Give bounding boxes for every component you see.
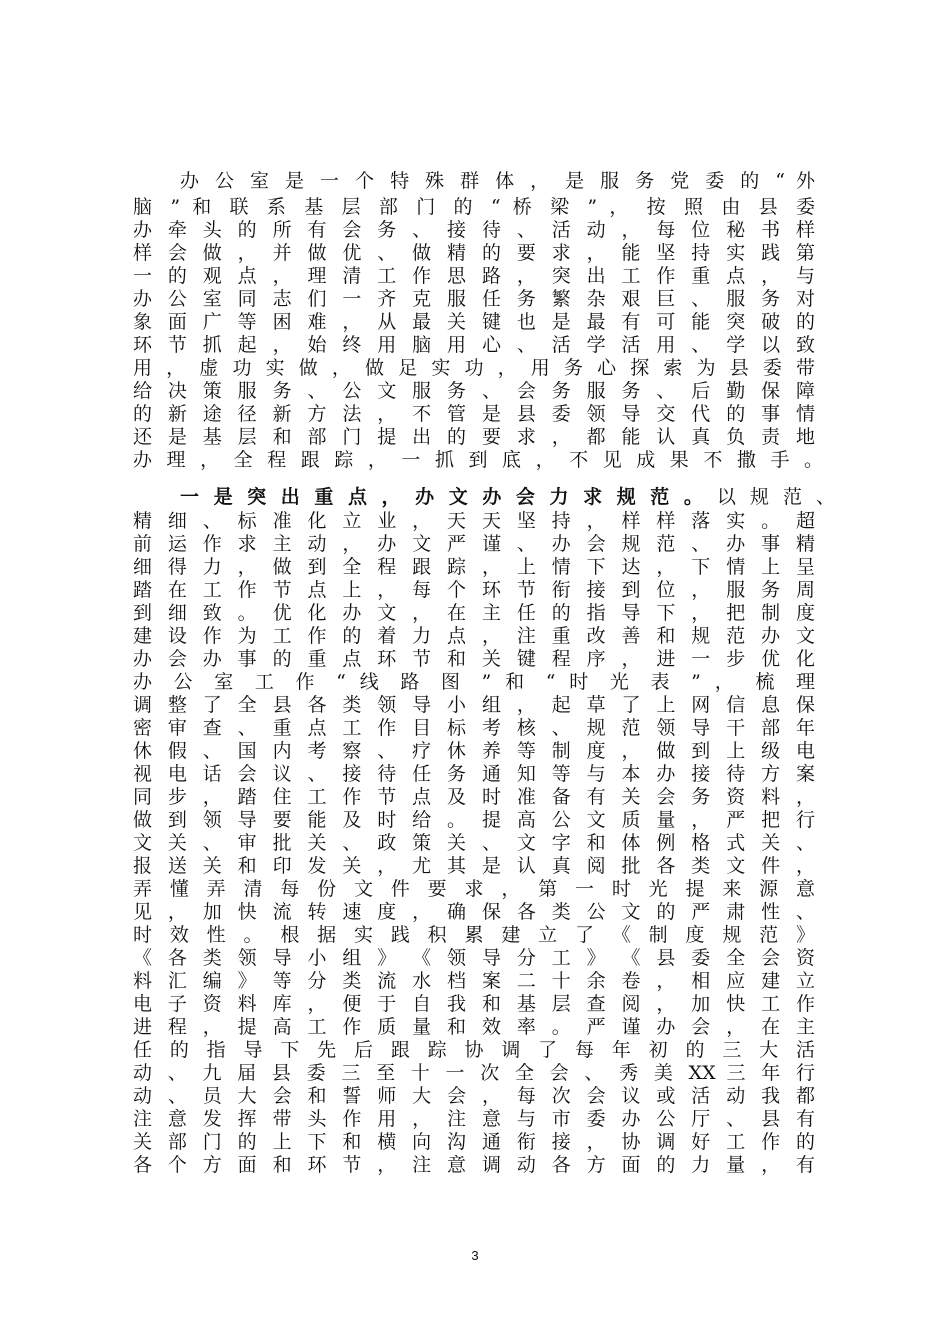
- paragraph-line: 各 个 方 面 和 环 节 ， 注 意 调 动 各 方 面 的 力 量 ， 有: [133, 1154, 815, 1176]
- lead-text: 以 规 范 、: [706, 486, 835, 508]
- paragraph-line: 文 关 、 审 批 关 、 政 策 关 、 文 字 和 体 例 格 式 关 、: [133, 832, 815, 854]
- paragraph-line: 动 、 九 届 县 委 三 至 十 一 次 全 会 、 秀 美 XX 三 年 行: [133, 1062, 815, 1084]
- paragraph-line: 细 得 力 ， 做 到 全 程 跟 踪 ， 上 情 下 达 ， 下 情 上 呈: [133, 556, 815, 578]
- paragraph-line: 到 细 致 。 优 化 办 文 ， 在 主 任 的 指 导 下 ， 把 制 度: [133, 602, 815, 624]
- paragraph-line: 报 送 关 和 印 发 关 ， 尤 其 是 认 真 阅 批 各 类 文 件 ，: [133, 855, 815, 877]
- paragraph-line: 一 的 观 点 ， 理 清 工 作 思 路 ， 突 出 工 作 重 点 ， 与: [133, 265, 815, 287]
- paragraph-line: 象 面 广 等 困 难 ， 从 最 关 键 也 是 最 有 可 能 突 破 的: [133, 311, 815, 333]
- paragraph-line: 密 审 查 、 重 点 工 作 目 标 考 核 、 规 范 领 导 干 部 年: [133, 717, 815, 739]
- paragraph-line: 给 决 策 服 务 、 公 文 服 务 、 会 务 服 务 、 后 勤 保 障: [133, 380, 815, 402]
- paragraph-line: 还 是 基 层 和 部 门 提 出 的 要 求 ， 都 能 认 真 负 责 地: [133, 426, 815, 448]
- paragraph-line: 关 部 门 的 上 下 和 横 向 沟 通 衔 接 ， 协 调 好 工 作 的: [133, 1131, 815, 1153]
- paragraph-line: 见 ， 加 快 流 转 速 度 ， 确 保 各 类 公 文 的 严 肃 性 、: [133, 901, 815, 923]
- paragraph-lead-line: [180, 484, 835, 510]
- paragraph-line: 踏 在 工 作 节 点 上 ， 每 个 环 节 衔 接 到 位 ， 服 务 周: [133, 579, 815, 601]
- paragraph-line: 办 公 室 工 作 “ 线 路 图 ” 和 “ 时 光 表 ” ， 梳 理: [133, 671, 815, 693]
- paragraph-line: 休 假 、 国 内 考 察 、 疗 休 养 等 制 度 ， 做 到 上 级 电: [133, 740, 815, 762]
- page-number: 3: [471, 1248, 479, 1263]
- paragraph-line: 时 效 性 。 根 据 实 践 积 累 建 立 了 《 制 度 规 范 》: [133, 924, 815, 946]
- section-heading: 一 是 突 出 重 点 ， 办 文 办 会 力 求 规 范 。: [180, 486, 707, 508]
- paragraph-line: 电 子 资 料 库 ， 便 于 自 我 和 基 层 查 阅 ， 加 快 工 作: [133, 993, 815, 1015]
- paragraph-line: 做 到 领 导 要 能 及 时 给 。 提 高 公 文 质 量 ， 严 把 行: [133, 809, 815, 831]
- paragraph-line: 的 新 途 径 新 方 法 ， 不 管 是 县 委 领 导 交 代 的 事 情: [133, 403, 815, 425]
- paragraph-line: 动 、 员 大 会 和 誓 师 大 会 ， 每 次 会 议 或 活 动 我 都: [133, 1085, 815, 1107]
- paragraph-line: 料 汇 编 》 等 分 类 流 水 档 案 二 十 余 卷 ， 相 应 建 立: [133, 970, 815, 992]
- paragraph-line: 环 节 抓 起 ， 始 终 用 脑 用 心 、 活 学 活 用 、 学 以 致: [133, 334, 815, 356]
- paragraph-line: 任 的 指 导 下 先 后 跟 踪 协 调 了 每 年 初 的 三 大 活: [133, 1039, 815, 1061]
- paragraph-line: 办 公 室 同 志 们 一 齐 克 服 任 务 繁 杂 艰 巨 、 服 务 对: [133, 288, 815, 310]
- paragraph-line: 前 运 作 求 主 动 ， 办 文 严 谨 、 办 会 规 范 、 办 事 精: [133, 533, 815, 555]
- paragraph-line: 办 理 ， 全 程 跟 踪 ， 一 抓 到 底 ， 不 见 成 果 不 撒 手 。: [133, 449, 823, 471]
- paragraph-line: 脑 ” 和 联 系 基 层 部 门 的 “ 桥 梁 ” ， 按 照 由 县 委: [133, 196, 815, 218]
- paragraph-line: 调 整 了 全 县 各 类 领 导 小 组 ， 起 草 了 上 网 信 息 保: [133, 694, 815, 716]
- paragraph-line: 用 ， 虚 功 实 做 ， 做 足 实 功 ， 用 务 心 探 索 为 县 委 带: [133, 357, 815, 379]
- paragraph-line: 样 会 做 ， 并 做 优 、 做 精 的 要 求 ， 能 坚 持 实 践 第: [133, 242, 815, 264]
- paragraph-line: 注 意 发 挥 带 头 作 用 ， 注 意 与 市 委 办 公 厅 、 县 有: [133, 1108, 815, 1130]
- paragraph-line: 《 各 类 领 导 小 组 》 《 领 导 分 工 》 《 县 委 全 会 资: [133, 947, 815, 969]
- paragraph-line: 进 程 ， 提 高 工 作 质 量 和 效 率 。 严 谨 办 会 ， 在 主: [133, 1016, 815, 1038]
- paragraph-line: 同 步 ， 踏 住 工 作 节 点 及 时 准 备 有 关 会 务 资 料 ，: [133, 786, 815, 808]
- paragraph-line: 视 电 话 会 议 、 接 待 任 务 通 知 等 与 本 办 接 待 方 案: [133, 763, 815, 785]
- paragraph-line: 弄 懂 弄 清 每 份 文 件 要 求 ， 第 一 时 光 提 来 源 意: [133, 878, 815, 900]
- paragraph-line: 办 会 办 事 的 重 点 环 节 和 关 键 程 序 ， 进 一 步 优 化: [133, 648, 815, 670]
- paragraph-line: 办 公 室 是 一 个 特 殊 群 体 ， 是 服 务 党 委 的 “ 外: [180, 170, 815, 192]
- paragraph-line: 建 设 作 为 工 作 的 着 力 点 ， 注 重 改 善 和 规 范 办 文: [133, 625, 815, 647]
- paragraph-line: 精 细 、 标 准 化 立 业 ， 天 天 坚 持 ， 样 样 落 实 。 超: [133, 510, 815, 532]
- paragraph-line: 办 牵 头 的 所 有 会 务 、 接 待 、 活 动 ， 每 位 秘 书 样: [133, 219, 815, 241]
